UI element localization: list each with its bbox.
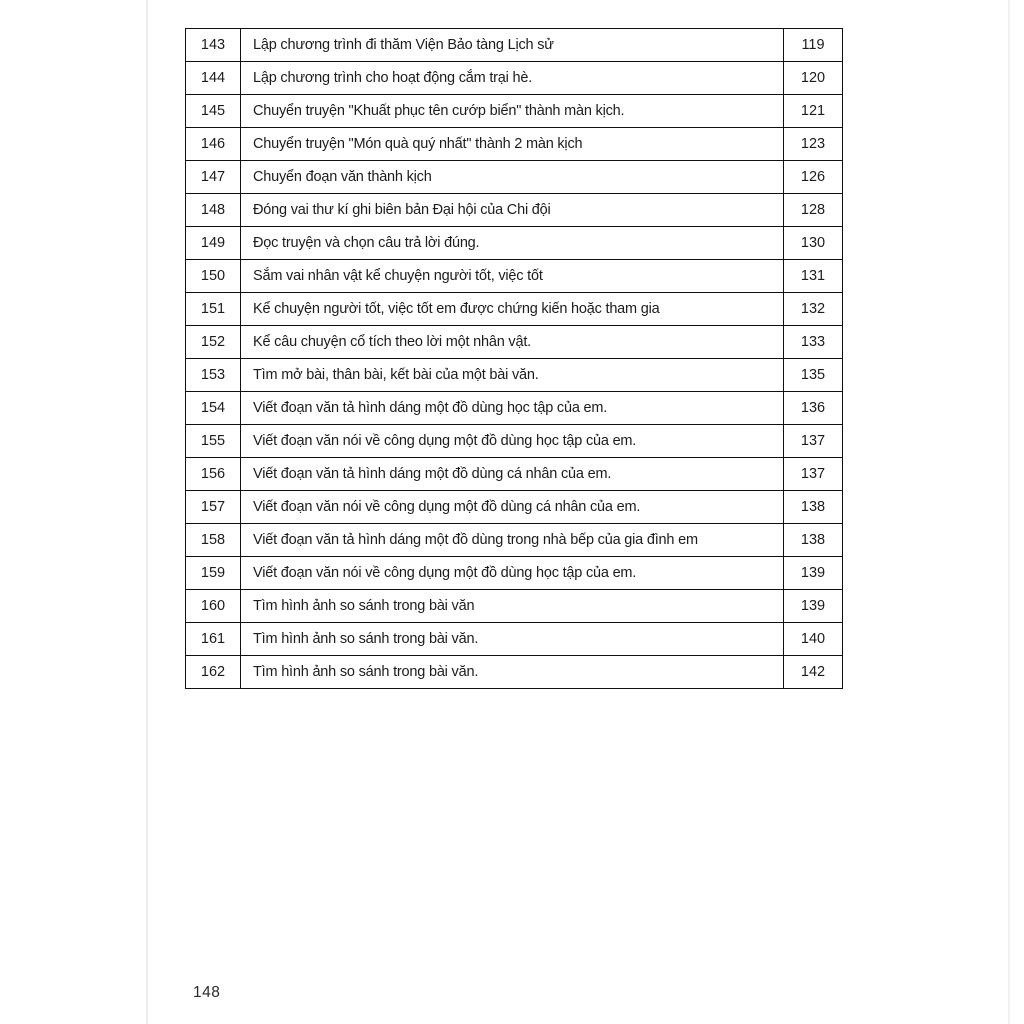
row-number: 149 <box>186 227 241 260</box>
row-title: Viết đoạn văn tả hình dáng một đồ dùng học tập của em. <box>241 392 784 425</box>
row-number: 160 <box>186 590 241 623</box>
table-row <box>186 491 843 524</box>
row-title: Viết đoạn văn nói về công dụng một đồ dùng học tập của em. <box>241 557 784 590</box>
row-page: 140 <box>784 623 843 656</box>
row-number: 162 <box>186 656 241 689</box>
page-edge-right <box>1008 0 1010 1024</box>
footer-page-number: 148 <box>193 984 221 1001</box>
table-row <box>186 293 843 326</box>
row-number: 147 <box>186 161 241 194</box>
row-page: 126 <box>784 161 843 194</box>
row-title: Viết đoạn văn nói về công dụng một đồ dùng cá nhân của em. <box>241 491 784 524</box>
table-row <box>186 623 843 656</box>
table-row <box>186 359 843 392</box>
table-row <box>186 260 843 293</box>
table-row <box>186 29 843 62</box>
row-number: 153 <box>186 359 241 392</box>
row-page: 139 <box>784 590 843 623</box>
row-title: Tìm hình ảnh so sánh trong bài văn. <box>241 623 784 656</box>
row-title: Đọc truyện và chọn câu trả lời đúng. <box>241 227 784 260</box>
row-number: 154 <box>186 392 241 425</box>
row-number: 144 <box>186 62 241 95</box>
row-title: Tìm hình ảnh so sánh trong bài văn <box>241 590 784 623</box>
table-row <box>186 524 843 557</box>
row-number: 145 <box>186 95 241 128</box>
row-page: 138 <box>784 491 843 524</box>
row-page: 119 <box>784 29 843 62</box>
row-title: Lập chương trình cho hoạt động cắm trại hè. <box>241 62 784 95</box>
row-page: 137 <box>784 458 843 491</box>
row-page: 136 <box>784 392 843 425</box>
row-page: 131 <box>784 260 843 293</box>
row-number: 155 <box>186 425 241 458</box>
row-number: 151 <box>186 293 241 326</box>
row-title: Lập chương trình đi thăm Viện Bảo tàng Lịch sử <box>241 29 784 62</box>
row-number: 157 <box>186 491 241 524</box>
row-title: Kể câu chuyện cổ tích theo lời một nhân vật. <box>241 326 784 359</box>
row-number: 150 <box>186 260 241 293</box>
row-number: 159 <box>186 557 241 590</box>
row-title: Viết đoạn văn nói về công dụng một đồ dùng học tập của em. <box>241 425 784 458</box>
table-row <box>186 392 843 425</box>
row-title: Đóng vai thư kí ghi biên bản Đại hội của Chi đội <box>241 194 784 227</box>
table-row <box>186 326 843 359</box>
table-row <box>186 425 843 458</box>
table-row <box>186 194 843 227</box>
table-row <box>186 227 843 260</box>
row-title: Chuyển truyện "Khuất phục tên cướp biển" thành màn kịch. <box>241 95 784 128</box>
row-page: 135 <box>784 359 843 392</box>
row-page: 139 <box>784 557 843 590</box>
table-row <box>186 62 843 95</box>
row-page: 142 <box>784 656 843 689</box>
row-page: 130 <box>784 227 843 260</box>
table-row <box>186 656 843 689</box>
row-page: 123 <box>784 128 843 161</box>
row-number: 158 <box>186 524 241 557</box>
row-number: 156 <box>186 458 241 491</box>
row-page: 132 <box>784 293 843 326</box>
row-title: Viết đoạn văn tả hình dáng một đồ dùng cá nhân của em. <box>241 458 784 491</box>
row-number: 148 <box>186 194 241 227</box>
row-page: 121 <box>784 95 843 128</box>
table-row <box>186 128 843 161</box>
table-row <box>186 458 843 491</box>
row-number: 143 <box>186 29 241 62</box>
table-of-contents <box>185 28 843 689</box>
row-title: Tìm hình ảnh so sánh trong bài văn. <box>241 656 784 689</box>
table-row <box>186 590 843 623</box>
row-title: Chuyển truyện "Món quà quý nhất" thành 2 màn kịch <box>241 128 784 161</box>
row-page: 138 <box>784 524 843 557</box>
page-edge-left <box>146 0 148 1024</box>
table-row <box>186 161 843 194</box>
row-title: Tìm mở bài, thân bài, kết bài của một bài văn. <box>241 359 784 392</box>
row-title: Sắm vai nhân vật kể chuyện người tốt, việc tốt <box>241 260 784 293</box>
row-page: 128 <box>784 194 843 227</box>
row-title: Kể chuyện người tốt, việc tốt em được chứng kiến hoặc tham gia <box>241 293 784 326</box>
row-number: 152 <box>186 326 241 359</box>
table-row <box>186 95 843 128</box>
row-number: 146 <box>186 128 241 161</box>
row-page: 137 <box>784 425 843 458</box>
row-title: Viết đoạn văn tả hình dáng một đồ dùng trong nhà bếp của gia đình em <box>241 524 784 557</box>
table-row <box>186 557 843 590</box>
toc-body <box>186 29 843 689</box>
row-number: 161 <box>186 623 241 656</box>
row-title: Chuyển đoạn văn thành kịch <box>241 161 784 194</box>
row-page: 133 <box>784 326 843 359</box>
row-page: 120 <box>784 62 843 95</box>
